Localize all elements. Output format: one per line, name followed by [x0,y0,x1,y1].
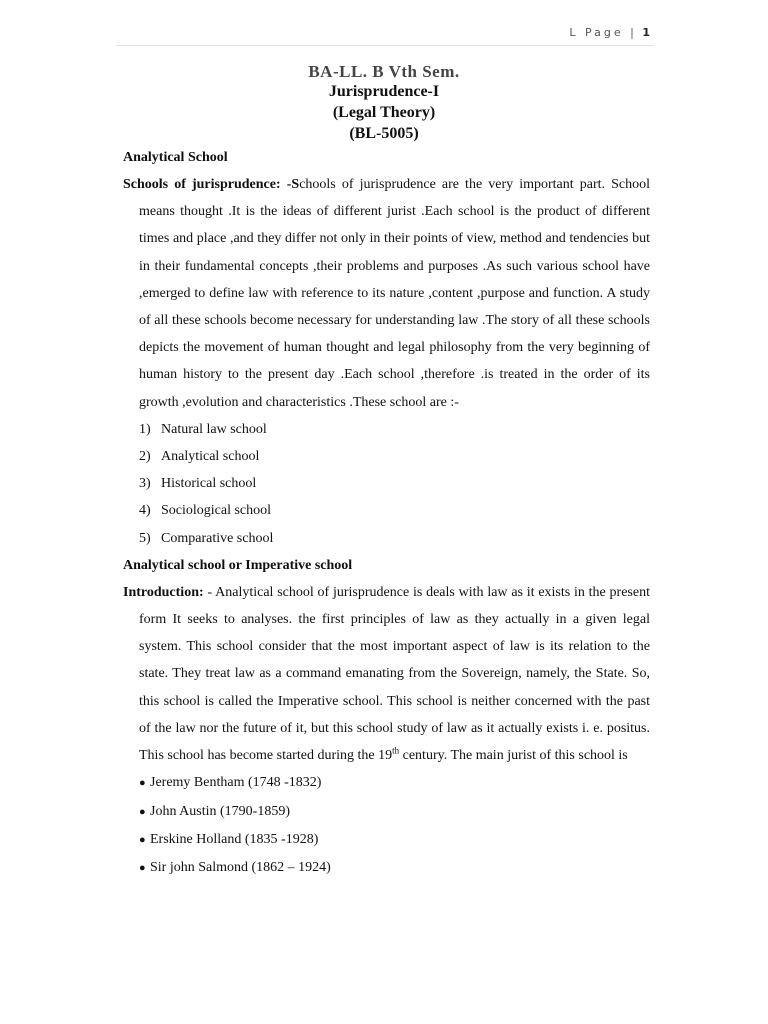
schools-text: chools of jurisprudence are the very important part. School means thought .It is the ideas of different jurist .Each school is the product of different times and place ,and they differ not only in their points of view, method and tendencies but in their fundamental concepts ,their problems and purposes .As such various school have ,emerged to define law with reference to its nature ,content ,purpose and function. A study of all these schools become necessary for understanding law .The story of all these schools depicts the movement of human thought and legal philosophy from the very beginning of human history to the present day .Each school ,therefore .is treated in the order of its growth ,evolution and characteristics .These school are :- [139,177,650,410]
jurist-name: John Austin (1790-1859) [150,803,290,819]
superscript: th [392,745,400,756]
page-label: L Page [569,26,624,39]
bullet-icon: ● [139,777,146,790]
section-heading-analytical-school: Analytical School [123,150,228,165]
introduction-paragraph [123,579,650,769]
schools-lead: Schools of jurisprudence: -S [123,177,300,192]
introduction-text: - Analytical school of jurisprudence is deals with law as it exists in the present form It seeks to analyses. the first principles of law as they actually in a given legal system. This school consider that the most important aspect of law is its relation to the state. They treat law as a command emanating from the Sovereign, namely, the State. So, this school is called the Imperative school. This school is neither concerned with the past of the law nor the future of it, but this school study of law as it actually exists i. e. positus. This school has become started during the 19 [139,584,650,764]
list-item [139,443,650,470]
list-item [139,769,650,797]
bullet-icon: ● [139,834,146,847]
introduction-lead: Introduction: [123,584,204,600]
jurist-name: Erskine Holland (1835 -1928) [150,832,319,848]
introduction-text-end: century. The main jurist of this school is [399,748,628,764]
page-separator: | [630,26,634,39]
jurist-name: Jeremy Bentham (1748 -1832) [150,775,322,791]
subject-subtitle: (Legal Theory) [332,104,436,121]
list-item [139,470,650,497]
bullet-icon: ● [139,862,146,875]
course-title: BA-LL. B Vth Sem. [308,62,460,81]
list-item-label: Historical school [161,476,257,492]
list-item [139,497,650,524]
page-header [569,26,650,39]
header-rule [116,45,654,46]
list-item-label: Sociological school [161,503,272,519]
list-item [139,416,650,443]
list-item-label: Natural law school [161,421,267,437]
document-body [123,144,650,883]
bullet-icon: ● [139,805,146,818]
jurist-name: Sir john Salmond (1862 – 1924) [150,860,331,876]
course-code: (BL-5005) [349,125,419,142]
section-heading-imperative-school: Analytical school or Imperative school [123,557,353,573]
list-item [139,525,650,552]
list-item-number: 5) [139,530,151,546]
list-item [139,826,650,854]
schools-paragraph [123,171,650,416]
page-number: 1 [642,26,650,39]
list-item-number: 4) [139,503,151,519]
list-item-number: 1) [139,421,151,437]
schools-list [123,416,650,552]
list-item-number: 3) [139,476,151,492]
list-item [139,798,650,826]
list-item [139,854,650,882]
subject-title: Jurisprudence-I [328,83,440,100]
list-item-label: Comparative school [161,530,274,546]
jurists-list [123,769,650,883]
list-item-label: Analytical school [161,449,260,465]
list-item-number: 2) [139,449,151,465]
